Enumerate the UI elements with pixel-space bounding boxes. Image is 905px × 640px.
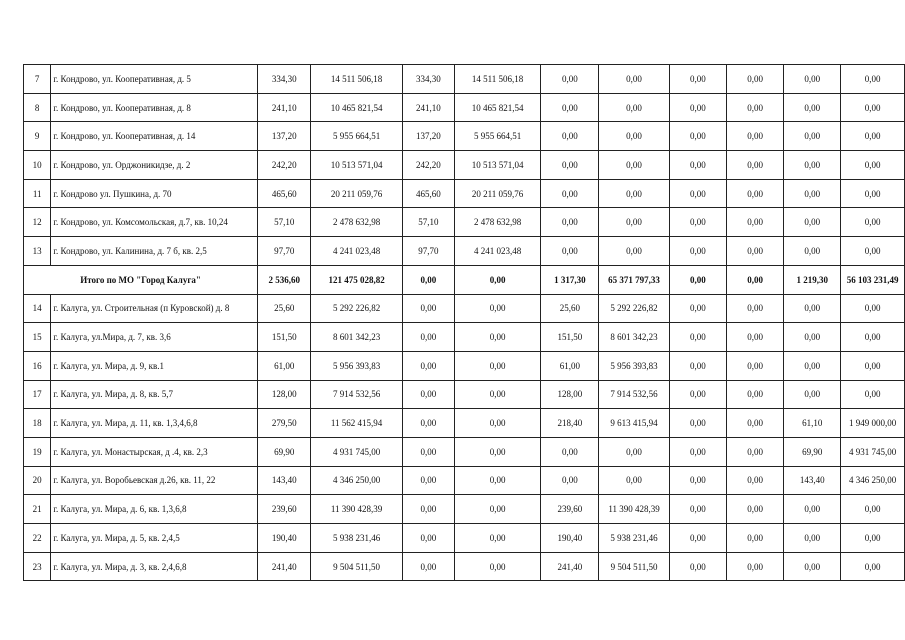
- value-cell: 0,00: [541, 208, 599, 237]
- value-cell: 239,60: [258, 495, 311, 524]
- address-cell: г. Калуга, ул. Мира, д. 6, кв. 1,3,6,8: [51, 495, 258, 524]
- value-cell: 0,00: [669, 294, 726, 323]
- row-number: 14: [24, 294, 51, 323]
- value-cell: 0,00: [784, 122, 841, 151]
- value-cell: 0,00: [726, 294, 783, 323]
- value-cell: 5 292 226,82: [599, 294, 669, 323]
- table-row: [24, 93, 905, 122]
- value-cell: 0,00: [784, 495, 841, 524]
- address-cell: г. Кондрово, ул. Кооперативная, д. 8: [51, 93, 258, 122]
- value-cell: 0,00: [784, 237, 841, 266]
- value-cell: 241,40: [541, 552, 599, 581]
- value-cell: 4 241 023,48: [311, 237, 403, 266]
- value-cell: 0,00: [599, 466, 669, 495]
- value-cell: 0,00: [402, 524, 454, 553]
- value-cell: 242,20: [402, 151, 454, 180]
- value-cell: 0,00: [599, 208, 669, 237]
- value-cell: 151,50: [541, 323, 599, 352]
- value-cell: 5 956 393,83: [311, 351, 403, 380]
- value-cell: 0,00: [669, 323, 726, 352]
- value-cell: 10 513 571,04: [311, 151, 403, 180]
- value-cell: 61,10: [784, 409, 841, 438]
- value-cell: 0,00: [726, 323, 783, 352]
- value-cell: 0,00: [726, 466, 783, 495]
- row-number: 9: [24, 122, 51, 151]
- value-cell: 10 513 571,04: [454, 151, 541, 180]
- table-row: [24, 552, 905, 581]
- value-cell: 20 211 059,76: [454, 179, 541, 208]
- value-cell: 0,00: [669, 208, 726, 237]
- value-cell: 334,30: [258, 65, 311, 94]
- total-row: [24, 265, 905, 294]
- value-cell: 0,00: [599, 151, 669, 180]
- value-cell: 4 346 250,00: [311, 466, 403, 495]
- value-cell: 0,00: [726, 122, 783, 151]
- value-cell: 2 478 632,98: [454, 208, 541, 237]
- value-cell: 0,00: [669, 466, 726, 495]
- address-cell: г. Калуга, ул. Мира, д. 5, кв. 2,4,5: [51, 524, 258, 553]
- value-cell: 7 914 532,56: [311, 380, 403, 409]
- row-number: 10: [24, 151, 51, 180]
- value-cell: 5 955 664,51: [454, 122, 541, 151]
- value-cell: 137,20: [402, 122, 454, 151]
- total-value-cell: 0,00: [402, 265, 454, 294]
- value-cell: 0,00: [726, 151, 783, 180]
- value-cell: 0,00: [454, 524, 541, 553]
- value-cell: 0,00: [541, 437, 599, 466]
- row-number: 22: [24, 524, 51, 553]
- value-cell: 0,00: [841, 208, 905, 237]
- table-row: [24, 151, 905, 180]
- value-cell: 0,00: [841, 93, 905, 122]
- value-cell: 61,00: [541, 351, 599, 380]
- value-cell: 137,20: [258, 122, 311, 151]
- value-cell: 97,70: [258, 237, 311, 266]
- value-cell: 4 931 745,00: [311, 437, 403, 466]
- address-cell: г. Кондрово, ул. Орджоникидзе, д. 2: [51, 151, 258, 180]
- table-row: [24, 294, 905, 323]
- table-row: [24, 323, 905, 352]
- value-cell: 4 346 250,00: [841, 466, 905, 495]
- value-cell: 0,00: [599, 65, 669, 94]
- value-cell: 0,00: [784, 179, 841, 208]
- value-cell: 0,00: [541, 151, 599, 180]
- value-cell: 0,00: [402, 409, 454, 438]
- row-number: 19: [24, 437, 51, 466]
- value-cell: 9 613 415,94: [599, 409, 669, 438]
- value-cell: 0,00: [784, 323, 841, 352]
- value-cell: 190,40: [541, 524, 599, 553]
- row-number: 8: [24, 93, 51, 122]
- address-cell: г. Калуга, ул. Монастырская, д .4, кв. 2,3: [51, 437, 258, 466]
- table-row: [24, 65, 905, 94]
- total-value-cell: 1 317,30: [541, 265, 599, 294]
- total-value-cell: 65 371 797,33: [599, 265, 669, 294]
- address-cell: г. Калуга, ул. Мира, д. 8, кв. 5,7: [51, 380, 258, 409]
- table-row: [24, 122, 905, 151]
- value-cell: 5 292 226,82: [311, 294, 403, 323]
- table-row: [24, 437, 905, 466]
- address-cell: г. Калуга, ул. Воробьевская д.26, кв. 11, 22: [51, 466, 258, 495]
- total-value-cell: 56 103 231,49: [841, 265, 905, 294]
- value-cell: 9 504 511,50: [311, 552, 403, 581]
- value-cell: 0,00: [784, 93, 841, 122]
- value-cell: 0,00: [841, 323, 905, 352]
- value-cell: 239,60: [541, 495, 599, 524]
- row-number: 12: [24, 208, 51, 237]
- value-cell: 0,00: [726, 208, 783, 237]
- value-cell: 143,40: [258, 466, 311, 495]
- value-cell: 0,00: [669, 151, 726, 180]
- value-cell: 0,00: [541, 179, 599, 208]
- value-cell: 97,70: [402, 237, 454, 266]
- value-cell: 0,00: [669, 93, 726, 122]
- value-cell: 11 390 428,39: [599, 495, 669, 524]
- value-cell: 0,00: [726, 93, 783, 122]
- value-cell: 151,50: [258, 323, 311, 352]
- value-cell: 0,00: [402, 380, 454, 409]
- value-cell: 0,00: [784, 65, 841, 94]
- total-value-cell: 0,00: [454, 265, 541, 294]
- table-row: [24, 380, 905, 409]
- value-cell: 5 955 664,51: [311, 122, 403, 151]
- value-cell: 0,00: [669, 122, 726, 151]
- value-cell: 0,00: [454, 437, 541, 466]
- value-cell: 0,00: [841, 151, 905, 180]
- total-value-cell: 0,00: [669, 265, 726, 294]
- value-cell: 0,00: [402, 466, 454, 495]
- value-cell: 61,00: [258, 351, 311, 380]
- value-cell: 0,00: [726, 495, 783, 524]
- value-cell: 0,00: [454, 380, 541, 409]
- table-row: [24, 495, 905, 524]
- total-value-cell: 2 536,60: [258, 265, 311, 294]
- value-cell: 14 511 506,18: [311, 65, 403, 94]
- value-cell: 0,00: [726, 179, 783, 208]
- value-cell: 0,00: [599, 122, 669, 151]
- value-cell: 8 601 342,23: [599, 323, 669, 352]
- value-cell: 465,60: [258, 179, 311, 208]
- value-cell: 0,00: [402, 294, 454, 323]
- value-cell: 0,00: [669, 495, 726, 524]
- address-cell: г. Калуга, ул. Мира, д. 3, кв. 2,4,6,8: [51, 552, 258, 581]
- value-cell: 11 562 415,94: [311, 409, 403, 438]
- value-cell: 5 938 231,46: [311, 524, 403, 553]
- row-number: 16: [24, 351, 51, 380]
- value-cell: 0,00: [402, 495, 454, 524]
- value-cell: 0,00: [454, 552, 541, 581]
- value-cell: 279,50: [258, 409, 311, 438]
- table-body: [24, 65, 905, 581]
- value-cell: 0,00: [402, 552, 454, 581]
- value-cell: 0,00: [841, 65, 905, 94]
- address-cell: г. Калуга, ул.Мира, д. 7, кв. 3,6: [51, 323, 258, 352]
- value-cell: 25,60: [258, 294, 311, 323]
- value-cell: 5 938 231,46: [599, 524, 669, 553]
- value-cell: 8 601 342,23: [311, 323, 403, 352]
- value-cell: 0,00: [841, 495, 905, 524]
- value-cell: 0,00: [669, 552, 726, 581]
- value-cell: 69,90: [258, 437, 311, 466]
- row-number: 18: [24, 409, 51, 438]
- value-cell: 14 511 506,18: [454, 65, 541, 94]
- value-cell: 10 465 821,54: [454, 93, 541, 122]
- value-cell: 0,00: [841, 552, 905, 581]
- value-cell: 0,00: [454, 351, 541, 380]
- value-cell: 241,40: [258, 552, 311, 581]
- value-cell: 0,00: [669, 437, 726, 466]
- value-cell: 0,00: [669, 524, 726, 553]
- value-cell: 0,00: [784, 294, 841, 323]
- value-cell: 128,00: [541, 380, 599, 409]
- value-cell: 0,00: [541, 466, 599, 495]
- value-cell: 0,00: [541, 122, 599, 151]
- table-row: [24, 524, 905, 553]
- row-number: 23: [24, 552, 51, 581]
- value-cell: 190,40: [258, 524, 311, 553]
- row-number: 15: [24, 323, 51, 352]
- total-value-cell: 0,00: [726, 265, 783, 294]
- value-cell: 0,00: [841, 294, 905, 323]
- value-cell: 0,00: [454, 495, 541, 524]
- value-cell: 242,20: [258, 151, 311, 180]
- row-number: 11: [24, 179, 51, 208]
- value-cell: 0,00: [669, 351, 726, 380]
- address-cell: г. Калуга, ул. Строительная (п Куровской) д. 8: [51, 294, 258, 323]
- value-cell: 4 931 745,00: [841, 437, 905, 466]
- value-cell: 0,00: [784, 151, 841, 180]
- value-cell: 0,00: [669, 179, 726, 208]
- value-cell: 0,00: [784, 380, 841, 409]
- value-cell: 0,00: [402, 323, 454, 352]
- value-cell: 0,00: [841, 524, 905, 553]
- row-number: 7: [24, 65, 51, 94]
- value-cell: 0,00: [726, 409, 783, 438]
- value-cell: 0,00: [841, 351, 905, 380]
- table-row: [24, 237, 905, 266]
- value-cell: 0,00: [784, 552, 841, 581]
- address-cell: г. Кондрово, ул. Комсомольская, д.7, кв. 10,24: [51, 208, 258, 237]
- value-cell: 0,00: [841, 122, 905, 151]
- value-cell: 0,00: [599, 93, 669, 122]
- value-cell: 0,00: [454, 323, 541, 352]
- value-cell: 128,00: [258, 380, 311, 409]
- total-label: Итого по МО "Город Калуга": [24, 265, 258, 294]
- value-cell: 0,00: [669, 237, 726, 266]
- table-row: [24, 351, 905, 380]
- value-cell: 0,00: [599, 179, 669, 208]
- value-cell: 0,00: [726, 380, 783, 409]
- value-cell: 0,00: [726, 552, 783, 581]
- value-cell: 0,00: [402, 351, 454, 380]
- address-cell: г. Кондрово ул. Пушкина, д. 70: [51, 179, 258, 208]
- value-cell: 11 390 428,39: [311, 495, 403, 524]
- value-cell: 0,00: [454, 466, 541, 495]
- value-cell: 0,00: [726, 524, 783, 553]
- value-cell: 4 241 023,48: [454, 237, 541, 266]
- row-number: 20: [24, 466, 51, 495]
- table-row: [24, 179, 905, 208]
- value-cell: 0,00: [669, 409, 726, 438]
- value-cell: 5 956 393,83: [599, 351, 669, 380]
- value-cell: 57,10: [258, 208, 311, 237]
- value-cell: 465,60: [402, 179, 454, 208]
- row-number: 13: [24, 237, 51, 266]
- address-cell: г. Калуга, ул. Мира, д. 11, кв. 1,3,4,6,8: [51, 409, 258, 438]
- value-cell: 9 504 511,50: [599, 552, 669, 581]
- value-cell: 0,00: [454, 409, 541, 438]
- value-cell: 1 949 000,00: [841, 409, 905, 438]
- address-cell: г. Кондрово, ул. Кооперативная, д. 5: [51, 65, 258, 94]
- value-cell: 10 465 821,54: [311, 93, 403, 122]
- value-cell: 0,00: [541, 93, 599, 122]
- total-value-cell: 121 475 028,82: [311, 265, 403, 294]
- value-cell: 57,10: [402, 208, 454, 237]
- value-cell: 0,00: [841, 380, 905, 409]
- value-cell: 0,00: [784, 351, 841, 380]
- value-cell: 241,10: [402, 93, 454, 122]
- value-cell: 0,00: [669, 380, 726, 409]
- value-cell: 0,00: [841, 237, 905, 266]
- table-row: [24, 409, 905, 438]
- row-number: 21: [24, 495, 51, 524]
- value-cell: 69,90: [784, 437, 841, 466]
- value-cell: 0,00: [726, 65, 783, 94]
- table-row: [24, 208, 905, 237]
- address-cell: г. Калуга, ул. Мира, д. 9, кв.1: [51, 351, 258, 380]
- table-row: [24, 466, 905, 495]
- value-cell: 0,00: [541, 65, 599, 94]
- value-cell: 218,40: [541, 409, 599, 438]
- value-cell: 241,10: [258, 93, 311, 122]
- value-cell: 143,40: [784, 466, 841, 495]
- housing-program-table: [23, 64, 905, 581]
- address-cell: г. Кондрово, ул. Кооперативная, д. 14: [51, 122, 258, 151]
- value-cell: 2 478 632,98: [311, 208, 403, 237]
- value-cell: 0,00: [541, 237, 599, 266]
- address-cell: г. Кондрово, ул. Калинина, д. 7 б, кв. 2,5: [51, 237, 258, 266]
- value-cell: 0,00: [726, 437, 783, 466]
- value-cell: 0,00: [599, 437, 669, 466]
- value-cell: 7 914 532,56: [599, 380, 669, 409]
- value-cell: 0,00: [599, 237, 669, 266]
- value-cell: 0,00: [402, 437, 454, 466]
- row-number: 17: [24, 380, 51, 409]
- value-cell: 20 211 059,76: [311, 179, 403, 208]
- value-cell: 334,30: [402, 65, 454, 94]
- value-cell: 0,00: [841, 179, 905, 208]
- total-value-cell: 1 219,30: [784, 265, 841, 294]
- value-cell: 0,00: [726, 351, 783, 380]
- value-cell: 0,00: [784, 524, 841, 553]
- value-cell: 0,00: [454, 294, 541, 323]
- value-cell: 0,00: [669, 65, 726, 94]
- value-cell: 25,60: [541, 294, 599, 323]
- document-table-area: [23, 64, 905, 581]
- value-cell: 0,00: [726, 237, 783, 266]
- value-cell: 0,00: [784, 208, 841, 237]
